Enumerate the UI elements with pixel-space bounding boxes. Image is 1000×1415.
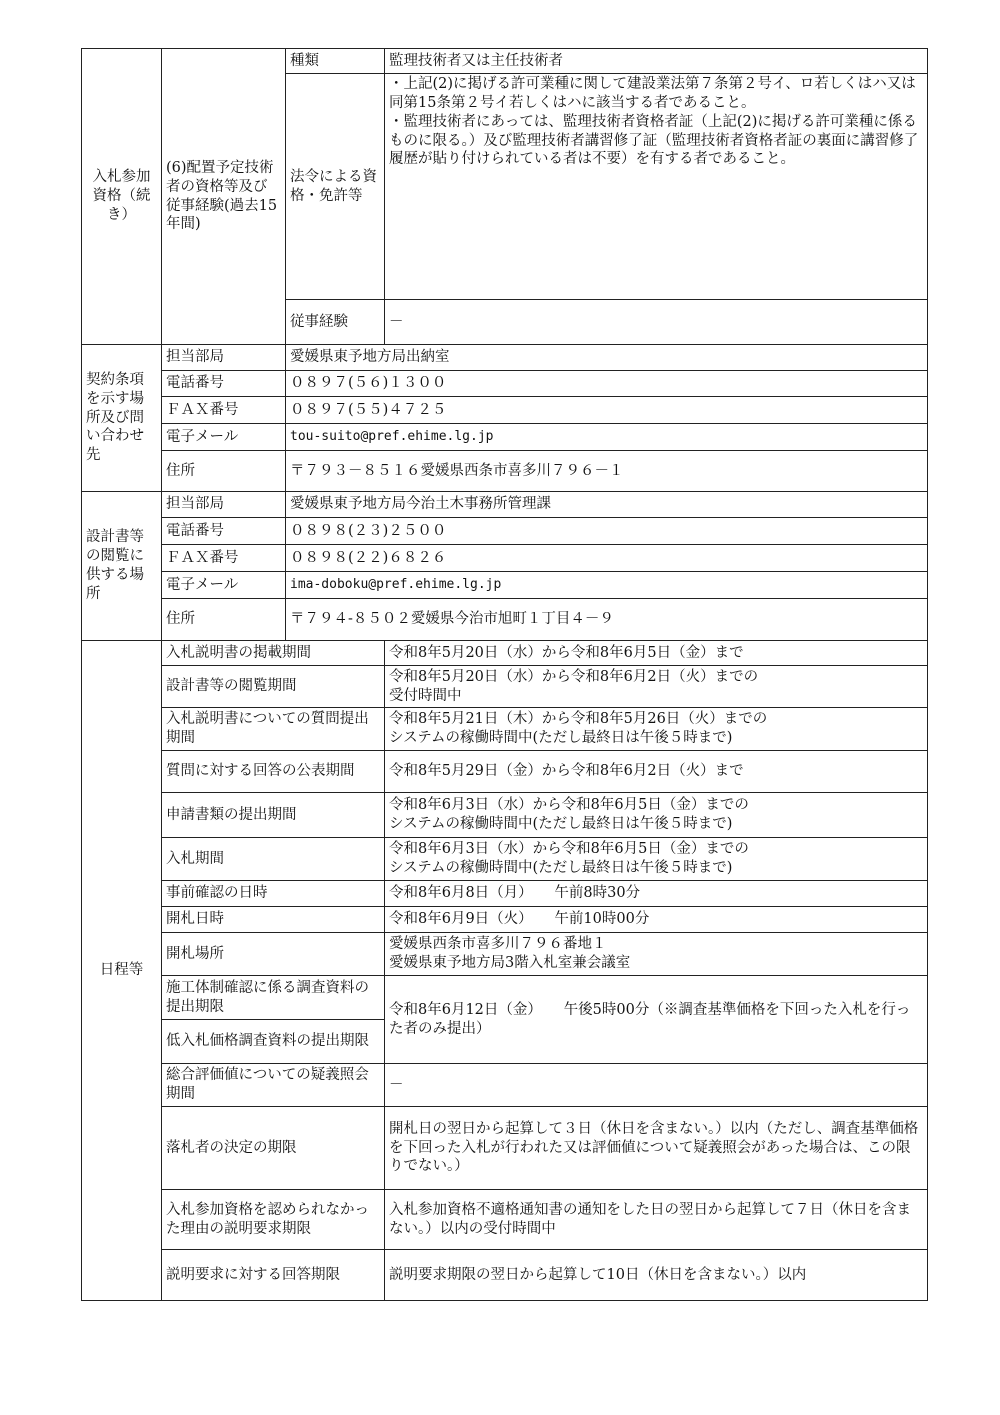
schedule-value: 令和8年6月3日（水）から令和8年6月5日（金）までの システムの稼働時間中(ただし最終日は午後５時まで) <box>385 838 928 881</box>
contract-phone-label: 電話番号 <box>162 371 286 397</box>
experience-label: 従事経験 <box>286 300 385 345</box>
schedule-label: 質問に対する回答の公表期間 <box>162 751 385 793</box>
design-address-label: 住所 <box>162 599 286 641</box>
schedule-value: 令和8年5月20日（水）から令和8年6月2日（火）までの 受付時間中 <box>385 666 928 708</box>
schedule-label: 説明要求に対する回答期限 <box>162 1250 385 1301</box>
contract-dept-label: 担当部局 <box>162 345 286 371</box>
schedule-label: 入札期間 <box>162 838 385 881</box>
schedule-value: 令和8年6月8日（月） 午前8時30分 <box>385 881 928 907</box>
schedule-value: 令和8年6月3日（水）から令和8年6月5日（金）までの システムの稼働時間中(ただし最終日は午後５時まで) <box>385 793 928 838</box>
schedule-label: 開札場所 <box>162 933 385 976</box>
design-docs-section-label: 設計書等の閲覧に供する場所 <box>82 492 162 641</box>
schedule-label: 施工体制確認に係る調査資料の提出期限 <box>162 976 385 1020</box>
experience-value: － <box>385 300 928 345</box>
design-phone-label: 電話番号 <box>162 518 286 545</box>
contract-fax-label: ＦＡＸ番号 <box>162 397 286 424</box>
license-value: ・上記(2)に掲げる許可業種に関して建設業法第７条第２号イ、ロ若しくはハ又は同第15条第２号イ若しくはハに該当する者であること。 ・監理技術者にあっては、監理技術者資格者証（上記(2)に掲げる許可業種に係るものに限る。）及び監理技術者講習修了証（監理技術者資格者証の裏面に講習修了履歴が貼り付けられている者は不要）を有する者であること。 <box>385 74 928 300</box>
schedule-label: 開札日時 <box>162 907 385 933</box>
schedule-value: 令和8年6月9日（火） 午前10時00分 <box>385 907 928 933</box>
contract-address-label: 住所 <box>162 451 286 492</box>
design-address-value: 〒７９４-８５０２愛媛県今治市旭町１丁目４－９ <box>286 599 928 641</box>
contract-phone-value: ０８９７(５６)１３００ <box>286 371 928 397</box>
schedule-value: 入札参加資格不適格通知書の通知をした日の翌日から起算して７日（休日を含まない。）以内の受付時間中 <box>385 1190 928 1250</box>
schedule-label: 入札参加資格を認められなかった理由の説明要求期限 <box>162 1190 385 1250</box>
schedule-value: － <box>385 1064 928 1107</box>
schedule-label: 入札説明書についての質問提出期間 <box>162 708 385 751</box>
design-dept-label: 担当部局 <box>162 492 286 518</box>
contract-email-label: 電子メール <box>162 424 286 451</box>
schedule-label: 総合評価値についての疑義照会期間 <box>162 1064 385 1107</box>
design-email-value[interactable]: ima-doboku@pref.ehime.lg.jp <box>286 572 928 599</box>
design-phone-value: ０８９８(２３)２５００ <box>286 518 928 545</box>
schedule-value: 令和8年5月29日（金）から令和8年6月2日（火）まで <box>385 751 928 793</box>
schedule-value: 説明要求期限の翌日から起算して10日（休日を含まない。）以内 <box>385 1250 928 1301</box>
schedule-value: 愛媛県西条市喜多川７９６番地１ 愛媛県東予地方局3階入札室兼会議室 <box>385 933 928 976</box>
design-email-label: 電子メール <box>162 572 286 599</box>
qualification-section-label: 入札参加資格（続き） <box>82 49 162 345</box>
contract-dept-value: 愛媛県東予地方局出納室 <box>286 345 928 371</box>
contract-fax-value: ０８９７(５５)４７２５ <box>286 397 928 424</box>
schedule-section-label: 日程等 <box>82 641 162 1301</box>
notice-table <box>81 48 928 1301</box>
contract-address-value: 〒７９３－８５１６愛媛県西条市喜多川７９６－１ <box>286 451 928 492</box>
schedule-value: 令和8年5月21日（木）から令和8年5月26日（火）までの システムの稼働時間中(ただし最終日は午後５時まで) <box>385 708 928 751</box>
schedule-label: 事前確認の日時 <box>162 881 385 907</box>
schedule-label: 申請書類の提出期間 <box>162 793 385 838</box>
schedule-label: 入札説明書の掲載期間 <box>162 641 385 666</box>
design-fax-label: ＦＡＸ番号 <box>162 545 286 572</box>
type-value: 監理技術者又は主任技術者 <box>385 49 928 74</box>
schedule-value: 令和8年6月12日（金） 午後5時00分（※調査基準価格を下回った入札を行った者のみ提出） <box>385 976 928 1064</box>
schedule-value: 令和8年5月20日（水）から令和8年6月5日（金）まで <box>385 641 928 666</box>
design-dept-value: 愛媛県東予地方局今治土木事務所管理課 <box>286 492 928 518</box>
schedule-label: 低入札価格調査資料の提出期限 <box>162 1020 385 1064</box>
type-label: 種類 <box>286 49 385 74</box>
contract-email-value[interactable]: tou-suito@pref.ehime.lg.jp <box>286 424 928 451</box>
qualification-sub-label: (6)配置予定技術者の資格等及び従事経験(過去15年間) <box>162 49 286 345</box>
schedule-value: 開札日の翌日から起算して３日（休日を含まない。）以内（ただし、調査基準価格を下回った入札が行われた又は評価値について疑義照会があった場合は、この限りでない。） <box>385 1107 928 1190</box>
license-label: 法令による資格・免許等 <box>286 74 385 300</box>
design-fax-value: ０８９８(２２)６８２６ <box>286 545 928 572</box>
contract-contact-section-label: 契約条項を示す場所及び問い合わせ先 <box>82 345 162 492</box>
schedule-label: 設計書等の閲覧期間 <box>162 666 385 708</box>
schedule-label: 落札者の決定の期限 <box>162 1107 385 1190</box>
